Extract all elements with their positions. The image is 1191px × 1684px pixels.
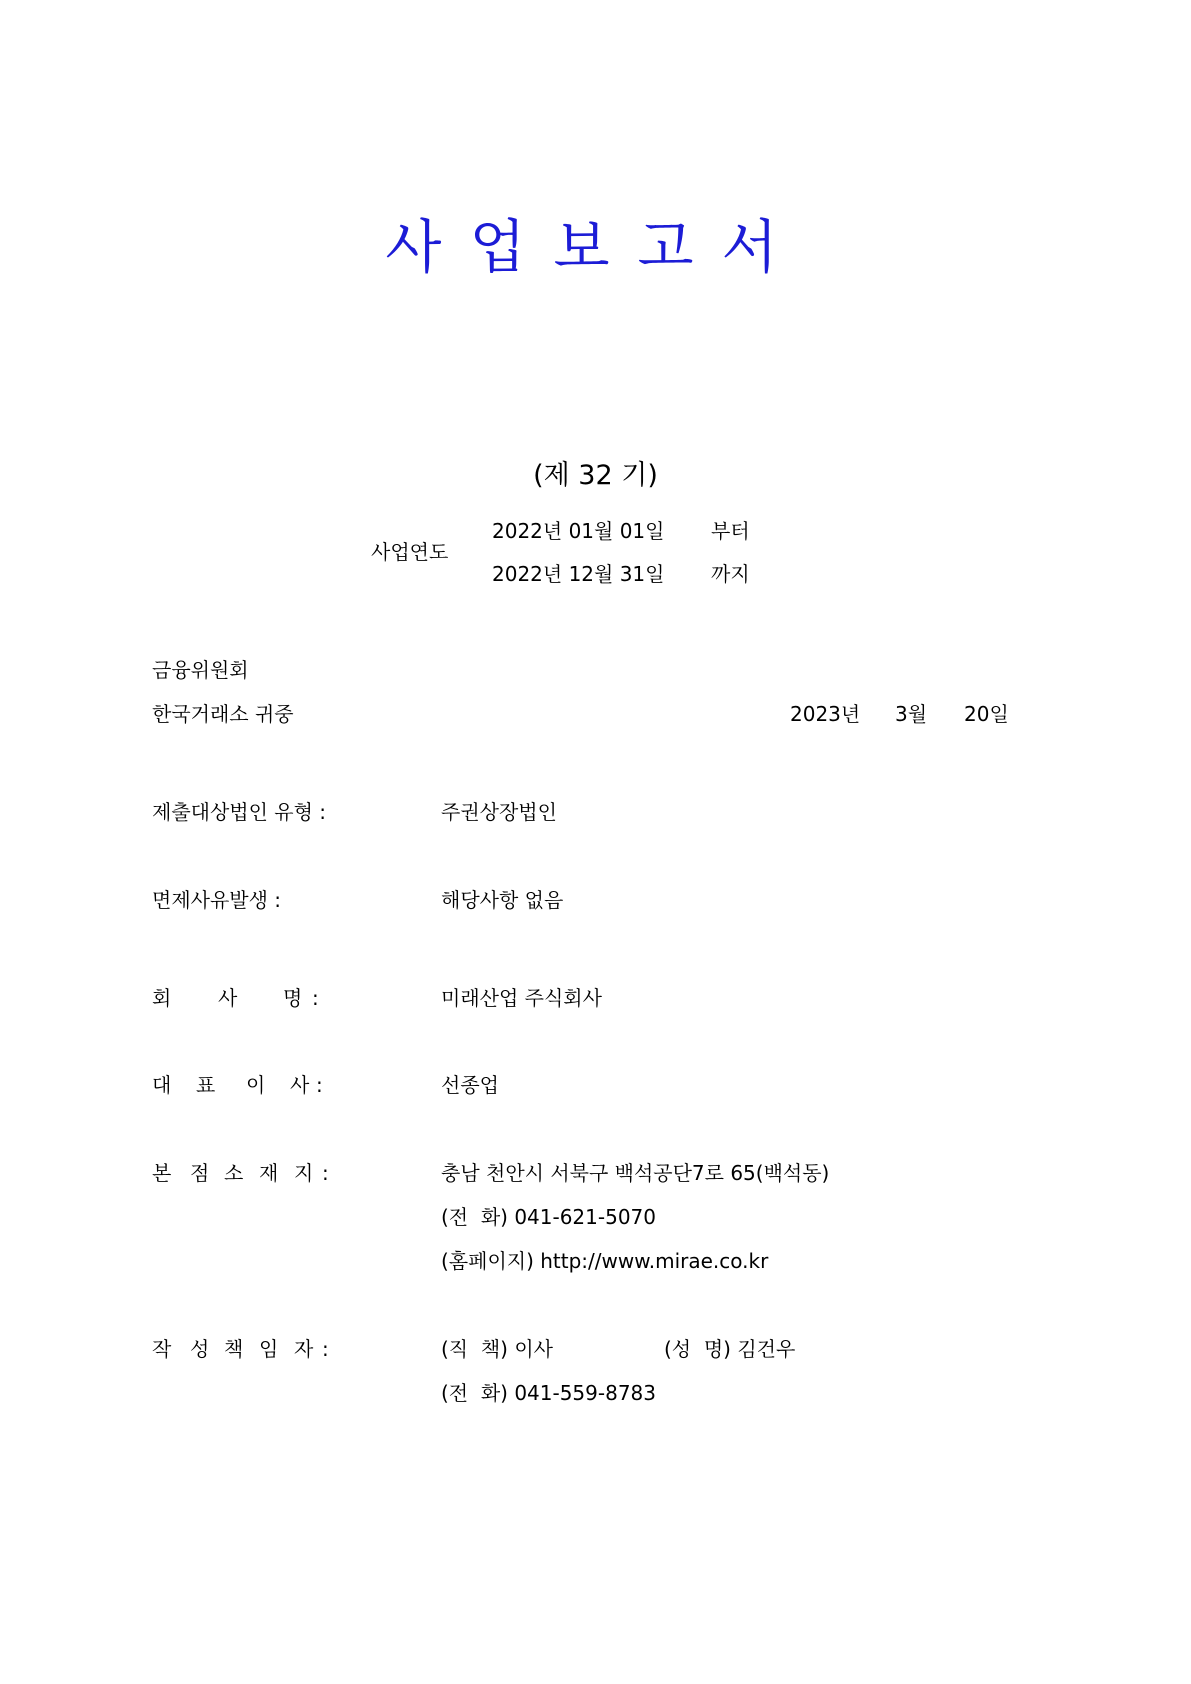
hq-label-char: 지: [294, 1161, 314, 1185]
company-label-char: 회: [152, 986, 172, 1010]
fiscal-year-to-date: 2022년 12월 31일: [492, 562, 665, 586]
writer-label-char: 임: [259, 1337, 279, 1361]
fiscal-year-to-suffix: 까지: [711, 562, 750, 586]
company-label-colon: :: [312, 986, 319, 1010]
company-value: 미래산업 주식회사: [441, 986, 602, 1010]
ceo-label-char: 이: [246, 1073, 266, 1097]
writer-name: (성 명) 김건우: [664, 1337, 796, 1361]
writer-phone: (전 화) 041-559-8783: [441, 1381, 656, 1405]
ceo-label: [0, 1075, 1191, 1099]
writer-label-char: 책: [224, 1337, 244, 1361]
submit-date-month: 3월: [895, 702, 928, 726]
corp-type-value: 주권상장법인: [441, 800, 557, 824]
fiscal-year-from-date: 2022년 01월 01일: [492, 519, 665, 543]
fiscal-year-from-suffix: 부터: [711, 519, 750, 543]
hq-label-char: 본: [152, 1161, 172, 1185]
hq-label-char: 점: [190, 1161, 210, 1185]
company-label-char: 명: [283, 986, 303, 1010]
corp-type-label: 제출대상법인 유형 :: [152, 800, 327, 824]
hq-label-char: 소: [224, 1161, 244, 1185]
hq-label-colon: :: [322, 1161, 329, 1185]
recipient-krx: 한국거래소 귀중: [152, 702, 294, 726]
fiscal-year-label: 사업연도: [371, 540, 449, 564]
document-title: 사업보고서: [385, 213, 806, 281]
ceo-label-char: 대: [152, 1073, 172, 1097]
ceo-label-char: 표: [196, 1073, 216, 1097]
writer-label-char: 자: [294, 1337, 314, 1361]
writer-label-colon: :: [322, 1337, 329, 1361]
hq-phone: (전 화) 041-621-5070: [441, 1205, 656, 1229]
writer-label-char: 작: [152, 1337, 172, 1361]
recipient-fsc: 금융위원회: [152, 658, 249, 682]
submit-date-year: 2023년: [790, 702, 861, 726]
hq-homepage: (홈페이지) http://www.mirae.co.kr: [441, 1249, 769, 1273]
hq-address: 충남 천안시 서북구 백석공단7로 65(백석동): [441, 1161, 830, 1185]
writer-label: [0, 1339, 1191, 1363]
submit-date-day: 20일: [964, 702, 1009, 726]
exemption-label: 면제사유발생 :: [152, 888, 282, 912]
ceo-label-char: 사: [290, 1073, 310, 1097]
company-label-char: 사: [218, 986, 238, 1010]
ceo-label-colon: :: [316, 1073, 323, 1097]
writer-label-char: 성: [190, 1337, 210, 1361]
writer-position: (직 책) 이사: [441, 1337, 553, 1361]
exemption-value: 해당사항 없음: [441, 888, 564, 912]
ceo-value: 선종업: [441, 1073, 499, 1097]
fiscal-term: (제 32 기): [533, 460, 658, 491]
hq-label-char: 재: [259, 1161, 279, 1185]
